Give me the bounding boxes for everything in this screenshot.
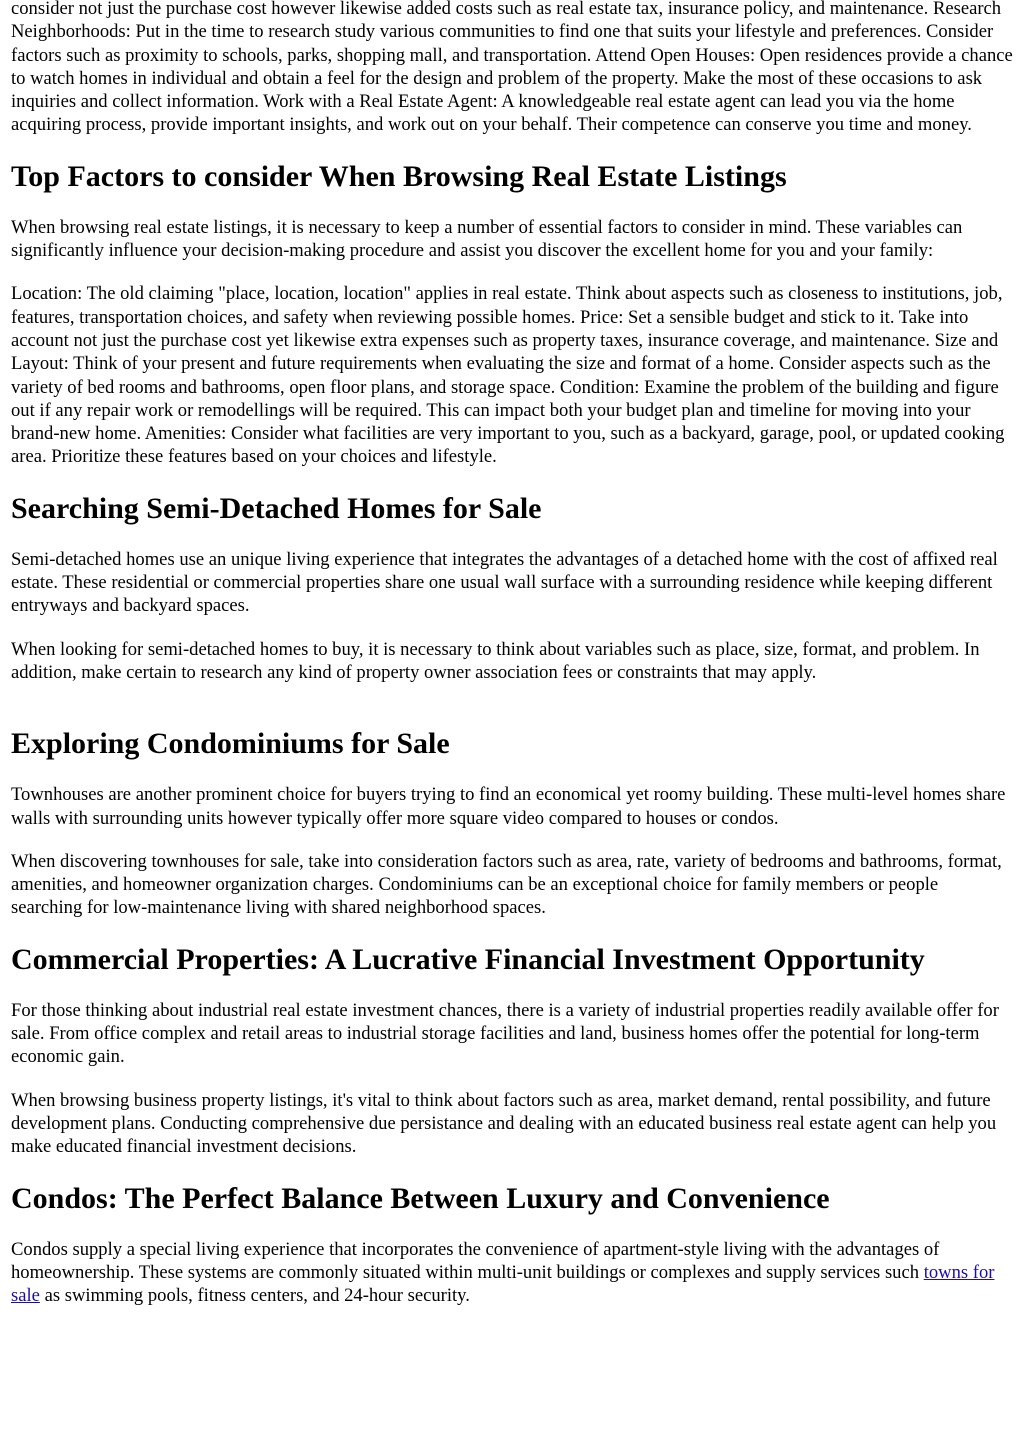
paragraph-with-link: [11, 1238, 1013, 1308]
paragraph: When looking for semi-detached homes to buy, it is necessary to think about variables such as place, size, format, and problem. In addition, make certain to research any kind of property owner association fees or constraints that may apply.: [11, 638, 980, 683]
paragraph: Townhouses are another prominent choice for buyers trying to find an economical yet roomy building. These multi-level homes share walls with surrounding units however typically offer more square video compared to houses or condos.: [11, 784, 1006, 829]
paragraph: Location: The old claiming "place, location, location" applies in real estate. Think about aspects such as closeness to institutions, job, features, transportation choices, and safety when reviewing possible homes. Price: Set a sensible budget and stick to it. Take into account not just the purchase cost yet likewise extra expenses such as property taxes, insurance coverage, and maintenance. Size and Layout: Think of your present and future requirements when evaluating the size and format of a home. Consider aspects such as the variety of bed rooms and bathrooms, open floor plans, and storage space. Condition: Examine the problem of the building and figure out if any repair work or remodellings will be required. This can impact both your budget plan and timeline for moving into your brand-new home. Amenities: Consider what facilities are very important to you, such as a backyard, garage, pool, or updated cooking area. Prioritize these features based on your choices and lifestyle.: [11, 283, 1005, 468]
heading-condominiums: Exploring Condominiums for Sale: [11, 727, 450, 761]
paragraph: When discovering townhouses for sale, take into consideration factors such as area, rate, variety of bedrooms and bathrooms, format, amenities, and homeowner organization charges. Condominiums can be an exceptional choice for family members or people searching for low-maintenance living with shared neighborhood spaces.: [11, 850, 1002, 919]
heading-semi-detached: Searching Semi-Detached Homes for Sale: [11, 491, 542, 525]
paragraph: When browsing real estate listings, it is necessary to keep a number of essential factors to consider in mind. These variables can significantly influence your decision-making procedure and assist you discover the excellent home for you and your family:: [11, 216, 963, 262]
paragraph-text-before-link: Condos supply a special living experience that incorporates the convenience of apartment-style living with the advantages of homeownership. These systems are commonly situated within multi-unit buildings or complexes and supply services such: [11, 1238, 940, 1283]
paragraph: Semi-detached homes use an unique living experience that integrates the advantages of a detached home with the cost of affixed real estate. These residential or commercial properties share one usual wall surface with a surrounding residence while keeping different entryways and backyard spaces.: [11, 548, 998, 617]
towns-for-sale-link[interactable]: towns for sale: [11, 1261, 995, 1307]
paragraph: When browsing business property listings, it's vital to think about factors such as area, market demand, rental possibility, and future development plans. Conducting comprehensive due persistance and dealing with an educated business real estate agent can help you make educated financial investment decisions.: [11, 1089, 997, 1158]
intro-paragraph: consider not just the purchase cost however likewise added costs such as real estate tax, insurance policy, and maintenance. Research Neighborhoods: Put in the time to research study various communities to find one that suits your lifestyle and preferences. Consider factors such as proximity to schools, parks, shopping mall, and transportation. Attend Open Houses: Open residences provide a chance to watch homes in individual and obtain a feel for the design and problem of the property. Make the most of these occasions to ask inquiries and collect information. Work with a Real Estate Agent: A knowledgeable real estate agent can lead you via the home acquiring process, provide important insights, and work out on your behalf. Their competence can conserve you time and money.: [11, 0, 1013, 136]
heading-commercial-properties: Commercial Properties: A Lucrative Financial Investment Opportunity: [11, 942, 925, 976]
paragraph-text-after-link: as swimming pools, fitness centers, and 24-hour security.: [39, 1285, 470, 1307]
heading-top-factors: Top Factors to consider When Browsing Real Estate Listings: [11, 159, 787, 193]
paragraph: For those thinking about industrial real estate investment chances, there is a variety of industrial properties readily available offer for sale. From office complex and retail areas to industrial storage facilities and land, business homes offer the potential for long-term economic gain.: [11, 999, 999, 1068]
heading-condos: Condos: The Perfect Balance Between Luxury and Convenience: [11, 1181, 830, 1215]
